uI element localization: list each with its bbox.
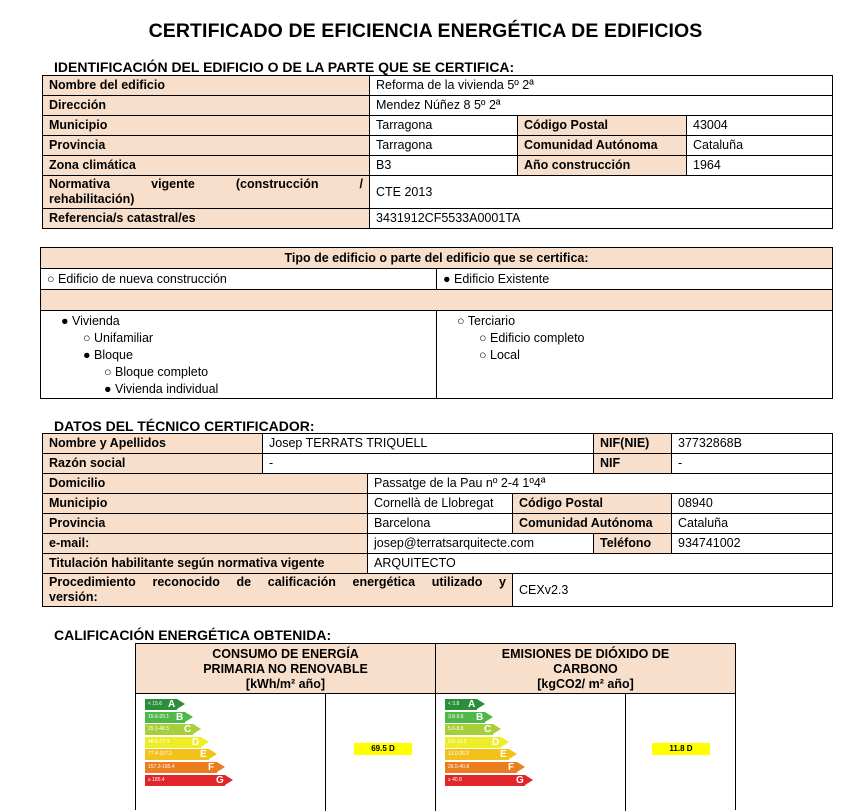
email-value: josep@terratsarquitecte.com [368, 534, 594, 554]
list-item: ○ Edificio completo [479, 331, 585, 345]
residential-tree [47, 313, 430, 398]
consumo-scale-letter-b: B [176, 711, 184, 723]
table-row [43, 574, 833, 607]
razon-social-value: - [263, 454, 594, 474]
procedimiento-label-line-1: Procedimiento reconocido de calificación energética utilizado y [49, 575, 506, 589]
emisiones-scale-row-b [445, 712, 555, 723]
table-row [43, 116, 833, 136]
consumo-scale-bar-a: < 15.6 [145, 699, 177, 710]
emisiones-scale-row-a [445, 699, 555, 710]
table-row [41, 290, 833, 311]
procedimiento-label-line-2: versión: [49, 590, 98, 604]
emisiones-scale-bar-e: 13.0-26.5 [445, 749, 509, 760]
tecnico-provincia-label: Provincia [43, 514, 368, 534]
table-row [43, 434, 833, 454]
emisiones-scale-arrow-tip [485, 712, 493, 722]
tecnico-municipio-label: Municipio [43, 494, 368, 514]
emisiones-scale-bar-b: 3.8-5.6 [445, 712, 485, 723]
emisiones-scale-cell [436, 694, 626, 811]
certificate-title: CERTIFICADO DE EFICIENCIA ENERGÉTICA DE EDIFICIOS [148, 20, 703, 42]
blank-row [41, 290, 833, 311]
consumo-scale-letter-c: C [184, 724, 192, 736]
table-row [43, 494, 833, 514]
table-row [43, 209, 833, 229]
list-item: ● Vivienda [61, 314, 120, 328]
zona-climatica-label: Zona climática [43, 156, 370, 176]
consumo-scale-bar-e: 77.4-157.3 [145, 749, 209, 760]
emisiones-rating-cell [626, 694, 735, 811]
domicilio-value: Passatge de la Pau nº 2-4 1º4ª [368, 474, 833, 494]
consumo-scale-arrow-tip [209, 749, 217, 759]
emisiones-energy-scale [445, 699, 555, 787]
emisiones-unit: [kgCO2/ m² año] [537, 677, 634, 691]
table-row [43, 96, 833, 116]
emisiones-scale-row-f [445, 762, 555, 773]
emisiones-scale-row-e [445, 749, 555, 760]
option-existing-building: ● Edificio Existente [437, 269, 833, 290]
consumo-scale-row-d [145, 737, 255, 748]
option-new-construction: ○ Edificio de nueva construcción [41, 269, 437, 290]
identification-heading: IDENTIFICACIÓN DEL EDIFICIO O DE LA PARTE QUE SE CERTIFICA: [54, 59, 515, 75]
tecnico-municipio-value: Cornellà de Llobregat [368, 494, 513, 514]
rating-heading: CALIFICACIÓN ENERGÉTICA OBTENIDA: [54, 627, 332, 643]
emisiones-title-line-2: CARBONO [553, 662, 618, 676]
anio-construccion-value: 1964 [687, 156, 833, 176]
consumo-rating-cell [326, 694, 436, 811]
table-row [43, 514, 833, 534]
nif-label: NIF [594, 454, 672, 474]
table-row [43, 136, 833, 156]
consumo-scale-arrow-tip [193, 724, 201, 734]
procedimiento-value: CEXv2.3 [513, 574, 833, 607]
emisiones-scale-letter-g: G [516, 774, 524, 786]
nombre-edificio-label: Nombre del edificio [43, 76, 370, 96]
nif-nie-label: NIF(NIE) [594, 434, 672, 454]
emisiones-scale-row-g [445, 775, 555, 786]
consumo-energy-scale [145, 699, 255, 787]
emisiones-scale-arrow-tip [493, 724, 501, 734]
provincia-label: Provincia [43, 136, 370, 156]
emisiones-scale-bar-a: < 3.8 [445, 699, 477, 710]
tecnico-nombre-value: Josep TERRATS TRIQUELL [263, 434, 594, 454]
consumo-scale-row-a [145, 699, 255, 710]
emisiones-scale-letter-d: D [492, 736, 500, 748]
municipio-label: Municipio [43, 116, 370, 136]
consumo-scale-arrow-tip [185, 712, 193, 722]
list-item: ● Bloque [83, 348, 133, 362]
list-item: ○ Bloque completo [104, 365, 209, 379]
municipio-value: Tarragona [370, 116, 518, 136]
consumo-title-line-2: PRIMARIA NO RENOVABLE [203, 662, 368, 676]
emisiones-scale-arrow-tip [477, 699, 485, 709]
consumo-scale-letter-e: E [200, 749, 207, 761]
consumo-scale-letter-f: F [208, 761, 215, 773]
consumo-title-line-1: CONSUMO DE ENERGÍA [212, 647, 359, 661]
email-label: e-mail: [43, 534, 368, 554]
tecnico-provincia-value: Barcelona [368, 514, 513, 534]
emisiones-header [436, 644, 735, 694]
emisiones-scale-bar-g: ≥ 40.8 [445, 775, 525, 786]
consumo-scale-bar-c: 29.1-48.5 [145, 724, 193, 735]
emisiones-scale-letter-b: B [476, 711, 484, 723]
telefono-label: Teléfono [594, 534, 672, 554]
normativa-label [43, 176, 370, 209]
table-row [43, 454, 833, 474]
emisiones-scale-arrow-tip [509, 749, 517, 759]
comunidad-autonoma-label: Comunidad Autónoma [518, 136, 687, 156]
codigo-postal-value: 43004 [687, 116, 833, 136]
direccion-value: Mendez Núñez 8 5º 2ª [370, 96, 833, 116]
consumo-scale-arrow-tip [177, 699, 185, 709]
table-row [43, 76, 833, 96]
direccion-label: Dirección [43, 96, 370, 116]
emisiones-scale-bar-c: 5.6-8.8 [445, 724, 493, 735]
consumo-scale-row-f [145, 762, 255, 773]
consumo-scale-bar-d: 48.5-77.4 [145, 737, 201, 748]
tecnico-cp-value: 08940 [672, 494, 833, 514]
emisiones-scale-arrow-tip [517, 762, 525, 772]
nombre-edificio-value: Reforma de la vivienda 5º 2ª [370, 76, 833, 96]
emisiones-scale-letter-a: A [468, 699, 476, 710]
tecnico-ca-label: Comunidad Autónoma [513, 514, 672, 534]
identification-table [42, 75, 833, 229]
normativa-value: CTE 2013 [370, 176, 833, 209]
table-row [43, 176, 833, 209]
razon-social-label: Razón social [43, 454, 263, 474]
emisiones-scale-row-d [445, 737, 555, 748]
zona-climatica-value: B3 [370, 156, 518, 176]
consumo-scale-row-e [145, 749, 255, 760]
tecnico-cp-label: Código Postal [513, 494, 672, 514]
table-row [43, 156, 833, 176]
table-row [41, 248, 833, 269]
consumo-scale-letter-g: G [216, 774, 224, 786]
telefono-value: 934741002 [672, 534, 833, 554]
list-item: ○ Unifamiliar [83, 331, 154, 345]
normativa-label-line-1: Normativa vigente (construcción / [49, 177, 363, 191]
emisiones-scale-letter-f: F [508, 761, 515, 773]
technician-heading: DATOS DEL TÉCNICO CERTIFICADOR: [54, 418, 315, 434]
list-item: ● Vivienda individual [104, 382, 219, 396]
tecnico-ca-value: Cataluña [672, 514, 833, 534]
emisiones-scale-arrow-tip [525, 775, 533, 785]
list-item: ○ Local [479, 348, 520, 362]
consumo-scale-row-c [145, 724, 255, 735]
consumo-scale-arrow-tip [225, 775, 233, 785]
consumo-rating-marker: 69.5 D [354, 743, 412, 755]
building-type-table [40, 247, 833, 399]
emisiones-scale-letter-e: E [500, 749, 507, 761]
table-row [41, 311, 833, 399]
procedimiento-label [43, 574, 513, 607]
emisiones-title-line-1: EMISIONES DE DIÓXIDO DE [501, 647, 670, 661]
consumo-scale-row-g [145, 775, 255, 786]
technician-table [42, 433, 833, 607]
consumo-scale-letter-a: A [168, 699, 176, 710]
nif-value: - [672, 454, 833, 474]
emisiones-scale-row-c [445, 724, 555, 735]
comunidad-autonoma-value: Cataluña [687, 136, 833, 156]
table-row [43, 534, 833, 554]
list-item: ○ Terciario [457, 314, 516, 328]
normativa-label-line-2: rehabilitación) [49, 192, 135, 206]
table-row [41, 269, 833, 290]
codigo-postal-label: Código Postal [518, 116, 687, 136]
nif-nie-value: 37732868B [672, 434, 833, 454]
tertiary-options [437, 311, 833, 399]
referencia-catastral-label: Referencia/s catastral/es [43, 209, 370, 229]
emisiones-scale-bar-f: 26.5-40.8 [445, 762, 517, 773]
consumo-scale-bar-f: 157.3-185.4 [145, 762, 217, 773]
consumo-scale-bar-b: 15.6-29.1 [145, 712, 185, 723]
table-row [43, 474, 833, 494]
emisiones-scale-bar-d: 8.8-13.0 [445, 737, 501, 748]
anio-construccion-label: Año construcción [518, 156, 687, 176]
titulacion-label: Titulación habilitante según normativa vigente [43, 554, 368, 574]
consumo-header [136, 644, 436, 694]
emisiones-rating-marker: 11.8 D [652, 743, 710, 755]
emisiones-scale-letter-c: C [484, 724, 492, 736]
tecnico-nombre-label: Nombre y Apellidos [43, 434, 263, 454]
titulacion-value: ARQUITECTO [368, 554, 833, 574]
consumo-scale-row-b [145, 712, 255, 723]
referencia-catastral-value: 3431912CF5533A0001TA [370, 209, 833, 229]
building-type-heading: Tipo de edificio o parte del edificio que se certifica: [41, 248, 833, 269]
consumo-scale-arrow-tip [217, 762, 225, 772]
provincia-value: Tarragona [370, 136, 518, 156]
emisiones-scale-arrow-tip [501, 737, 509, 747]
consumo-scale-bar-g: ≥ 185.4 [145, 775, 225, 786]
residential-options [41, 311, 437, 399]
tertiary-tree [443, 313, 826, 364]
domicilio-label: Domicilio [43, 474, 368, 494]
consumo-scale-letter-d: D [192, 736, 200, 748]
consumo-scale-arrow-tip [201, 737, 209, 747]
consumo-unit: [kWh/m² año] [245, 677, 326, 691]
table-row [43, 554, 833, 574]
consumo-scale-cell [136, 694, 326, 811]
rating-panel [135, 643, 736, 810]
